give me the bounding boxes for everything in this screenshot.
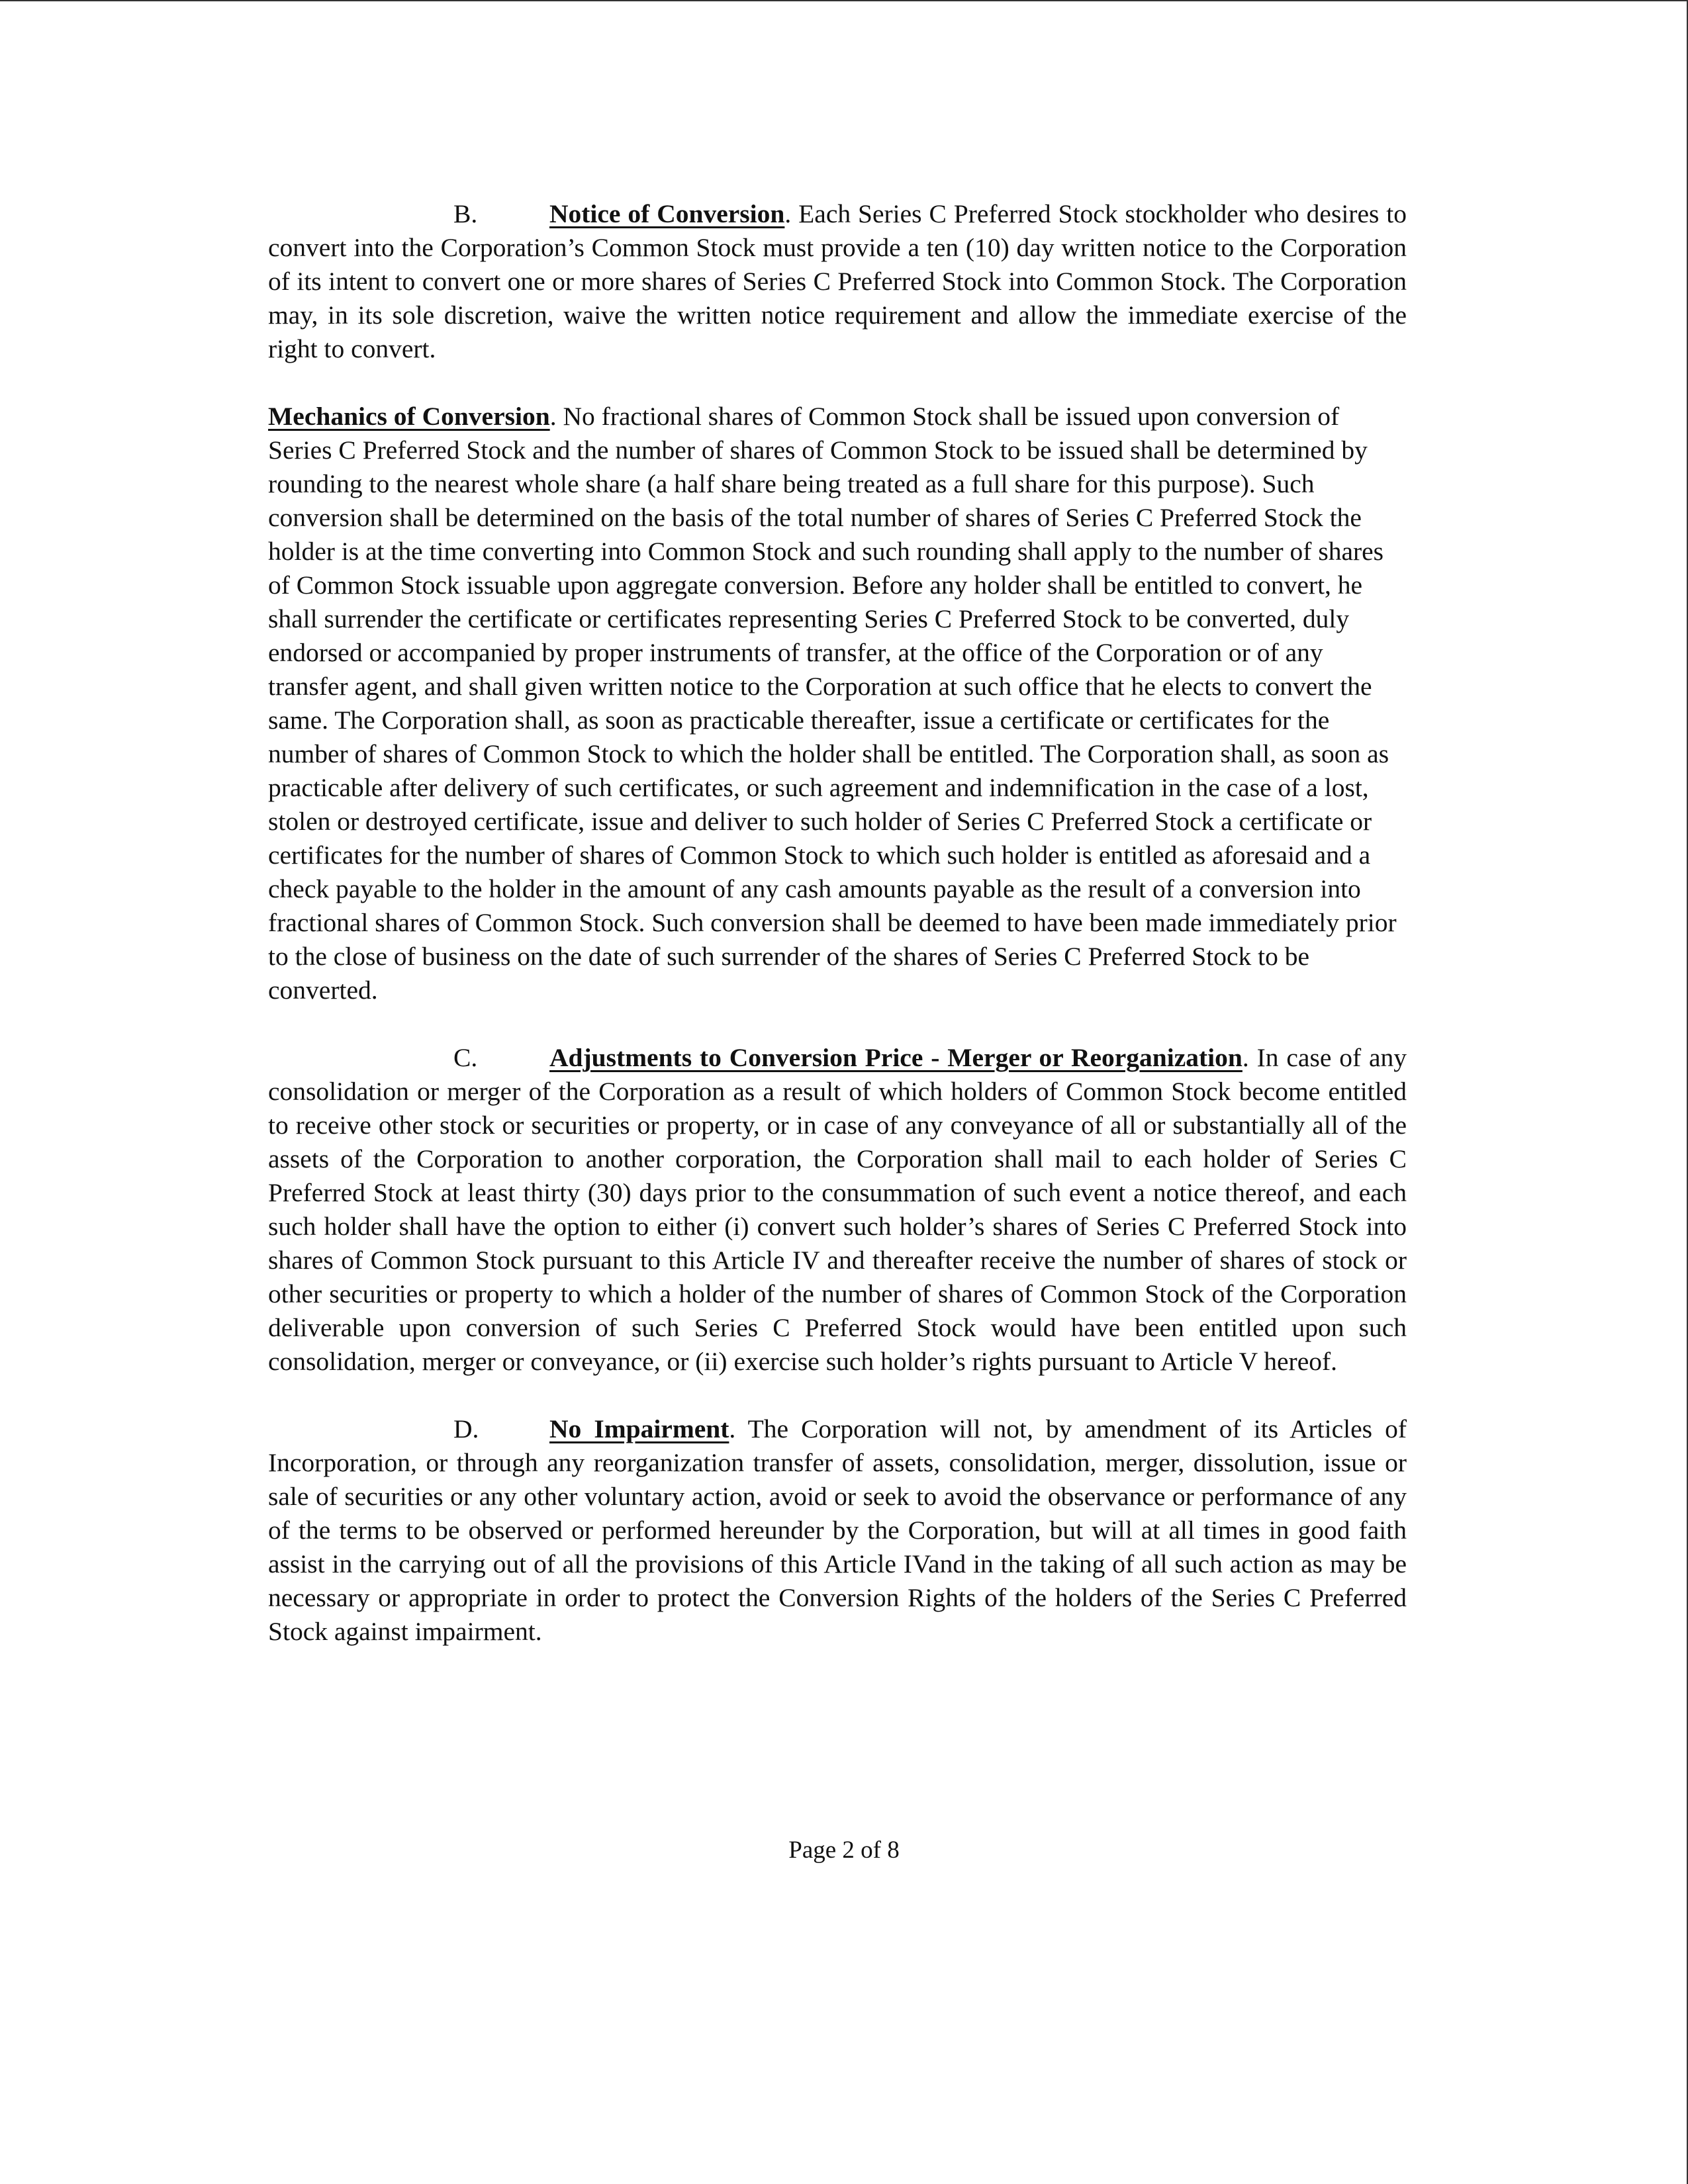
section-b-letter: B. (453, 199, 478, 228)
section-c-letter: C. (453, 1043, 478, 1072)
mechanics-paragraph: Mechanics of Conversion. No fractional shares of Common Stock shall be issued upon conversion of Series C Preferred Stock and the number of shares of Common Stock to be issued shall be determined by rounding to the nearest whole share (a half share being treated as a full share for this purpose). Such conversion shall be determined on the basis of the total number of shares of Series C Preferred Stock the holder is at the time converting into Common Stock and such rounding shall apply to the number of shares of Common Stock issuable upon aggregate conversion. Before any holder shall be entitled to convert, he shall surrender the certificate or certificates representing Series C Preferred Stock to be converted, duly endorsed or accompanied by proper instruments of transfer, at the office of the Corporation or of any transfer agent, and shall given written notice to the Corporation at such office that he elects to convert the same. The Corporation shall, as soon as practicable thereafter, issue a certificate or certificates for the number of shares of Common Stock to which the holder shall be entitled. The Corporation shall, as soon as practicable after delivery of such certificates, or such agreement and indemnification in the case of a lost, stolen or destroyed certificate, issue and deliver to such holder of Series C Preferred Stock a certificate or certificates for the number of shares of Common Stock to which such holder is entitled as aforesaid and a check payable to the holder in the amount of any cash amounts payable as the result of a conversion into fractional shares of Common Stock. Such conversion shall be deemed to have been made immediately prior to the close of business on the date of such surrender of the shares of Series C Preferred Stock to be converted. (268, 402, 1397, 1005)
mechanics-heading: Mechanics of Conversion (268, 402, 550, 431)
section-c-body: In case of any consolidation or merger of the Corporation as a result of which holders of Common Stock become entitled to receive other stock or securities or property, or in case of any conveyance of all or substantially all of the assets of the Corporation to another corporation, the Corporation shall mail to each holder of Series C Preferred Stock at least thirty (30) days prior to the consummation of such event a notice thereof, and each such holder shall have the option to either (i) convert such holder’s shares of Series C Preferred Stock into shares of Common Stock pursuant to this Article IV and thereafter receive the number of shares of stock or other securities or property to which a holder of the number of shares of Common Stock of the Corporation deliverable upon conversion of such Series C Preferred Stock would have been entitled upon such consolidation, merger or conveyance, or (ii) exercise such holder’s rights pursuant to Article V hereof. (268, 1043, 1407, 1376)
section-b-paragraph: B. Notice of Conversion. Each Series C Preferred Stock stockholder who desires to convert into the Corporation’s Common Stock must provide a ten (10) day written notice to the Corporation of its intent to convert one or more shares of Series C Preferred Stock into Common Stock. The Corporation may, in its sole discretion, waive the written notice requirement and allow the immediate exercise of the right to convert. (268, 197, 1407, 366)
section-b-heading: Notice of Conversion (549, 199, 785, 228)
section-b-body: Each Series C Preferred Stock stockholder who desires to convert into the Corporation’s Common Stock must provide a ten (10) day written notice to the Corporation of its intent to convert one or more shares of Series C Preferred Stock into Common Stock. The Corporation may, in its sole discretion, waive the written notice requirement and allow the immediate exercise of the right to convert. (268, 199, 1407, 363)
section-d-heading: No Impairment (549, 1414, 729, 1443)
mechanics-body: No fractional shares of Common Stock shall be issued upon conversion of Series C Preferred Stock and the number of shares of Common Stock to be issued shall be determined by rounding to the nearest whole share (a half share being treated as a full share for this purpose). Such conversion shall be determined on the basis of the total number of shares of Series C Preferred Stock the holder is at the time converting into Common Stock and such rounding shall apply to the number of shares of Common Stock issuable upon aggregate conversion. Before any holder shall be entitled to convert, he shall surrender the certificate or certificates representing Series C Preferred Stock to be converted, duly endorsed or accompanied by proper instruments of transfer, at the office of the Corporation or of any transfer agent, and shall given written notice to the Corporation at such office that he elects to convert the same. The Corporation shall, as soon as practicable thereafter, issue a certificate or certificates for the number of shares of Common Stock to which the holder shall be entitled. The Corporation shall, as soon as practicable after delivery of such certificates, or such agreement and indemnification in the case of a lost, stolen or destroyed certificate, issue and deliver to such holder of Series C Preferred Stock a certificate or certificates for the number of shares of Common Stock to which such holder is entitled as aforesaid and a check payable to the holder in the amount of any cash amounts payable as the result of a conversion into fractional shares of Common Stock. Such conversion shall be deemed to have been made immediately prior to the close of business on the date of such surrender of the shares of Series C Preferred Stock to be converted. (268, 402, 1397, 1005)
section-c-paragraph: C. Adjustments to Conversion Price - Merger or Reorganization. In case of any consolidation or merger of the Corporation as a result of which holders of Common Stock become entitled to receive other stock or securities or property, or in case of any conveyance of all or substantially all of the assets of the Corporation to another corporation, the Corporation shall mail to each holder of Series C Preferred Stock at least thirty (30) days prior to the consummation of such event a notice thereof, and each such holder shall have the option to either (i) convert such holder’s shares of Series C Preferred Stock into shares of Common Stock pursuant to this Article IV and thereafter receive the number of shares of stock or other securities or property to which a holder of the number of shares of Common Stock of the Corporation deliverable upon conversion of such Series C Preferred Stock would have been entitled upon such consolidation, merger or conveyance, or (ii) exercise such holder’s rights pursuant to Article V hereof. (268, 1041, 1407, 1379)
document-body (268, 197, 1407, 1649)
page-number: Page 2 of 8 (788, 1837, 900, 1864)
section-d-body: The Corporation will not, by amendment of its Articles of Incorporation, or through any reorganization transfer of assets, consolidation, merger, dissolution, issue or sale of securities or any other voluntary action, avoid or seek to avoid the observance or performance of any of the terms to be observed or performed hereunder by the Corporation, but will at all times in good faith assist in the carrying out of all the provisions of this Article IVand in the taking of all such action as may be necessary or appropriate in order to protect the Conversion Rights of the holders of the Series C Preferred Stock against impairment. (268, 1414, 1407, 1646)
section-c-heading: Adjustments to Conversion Price - Merger or Reorganization (549, 1043, 1243, 1072)
section-d-paragraph: D. No Impairment. The Corporation will not, by amendment of its Articles of Incorporation, or through any reorganization transfer of assets, consolidation, merger, dissolution, issue or sale of securities or any other voluntary action, avoid or seek to avoid the observance or performance of any of the terms to be observed or performed hereunder by the Corporation, but will at all times in good faith assist in the carrying out of all the provisions of this Article IVand in the taking of all such action as may be necessary or appropriate in order to protect the Conversion Rights of the holders of the Series C Preferred Stock against impairment. (268, 1412, 1407, 1649)
section-d-letter: D. (453, 1414, 479, 1443)
